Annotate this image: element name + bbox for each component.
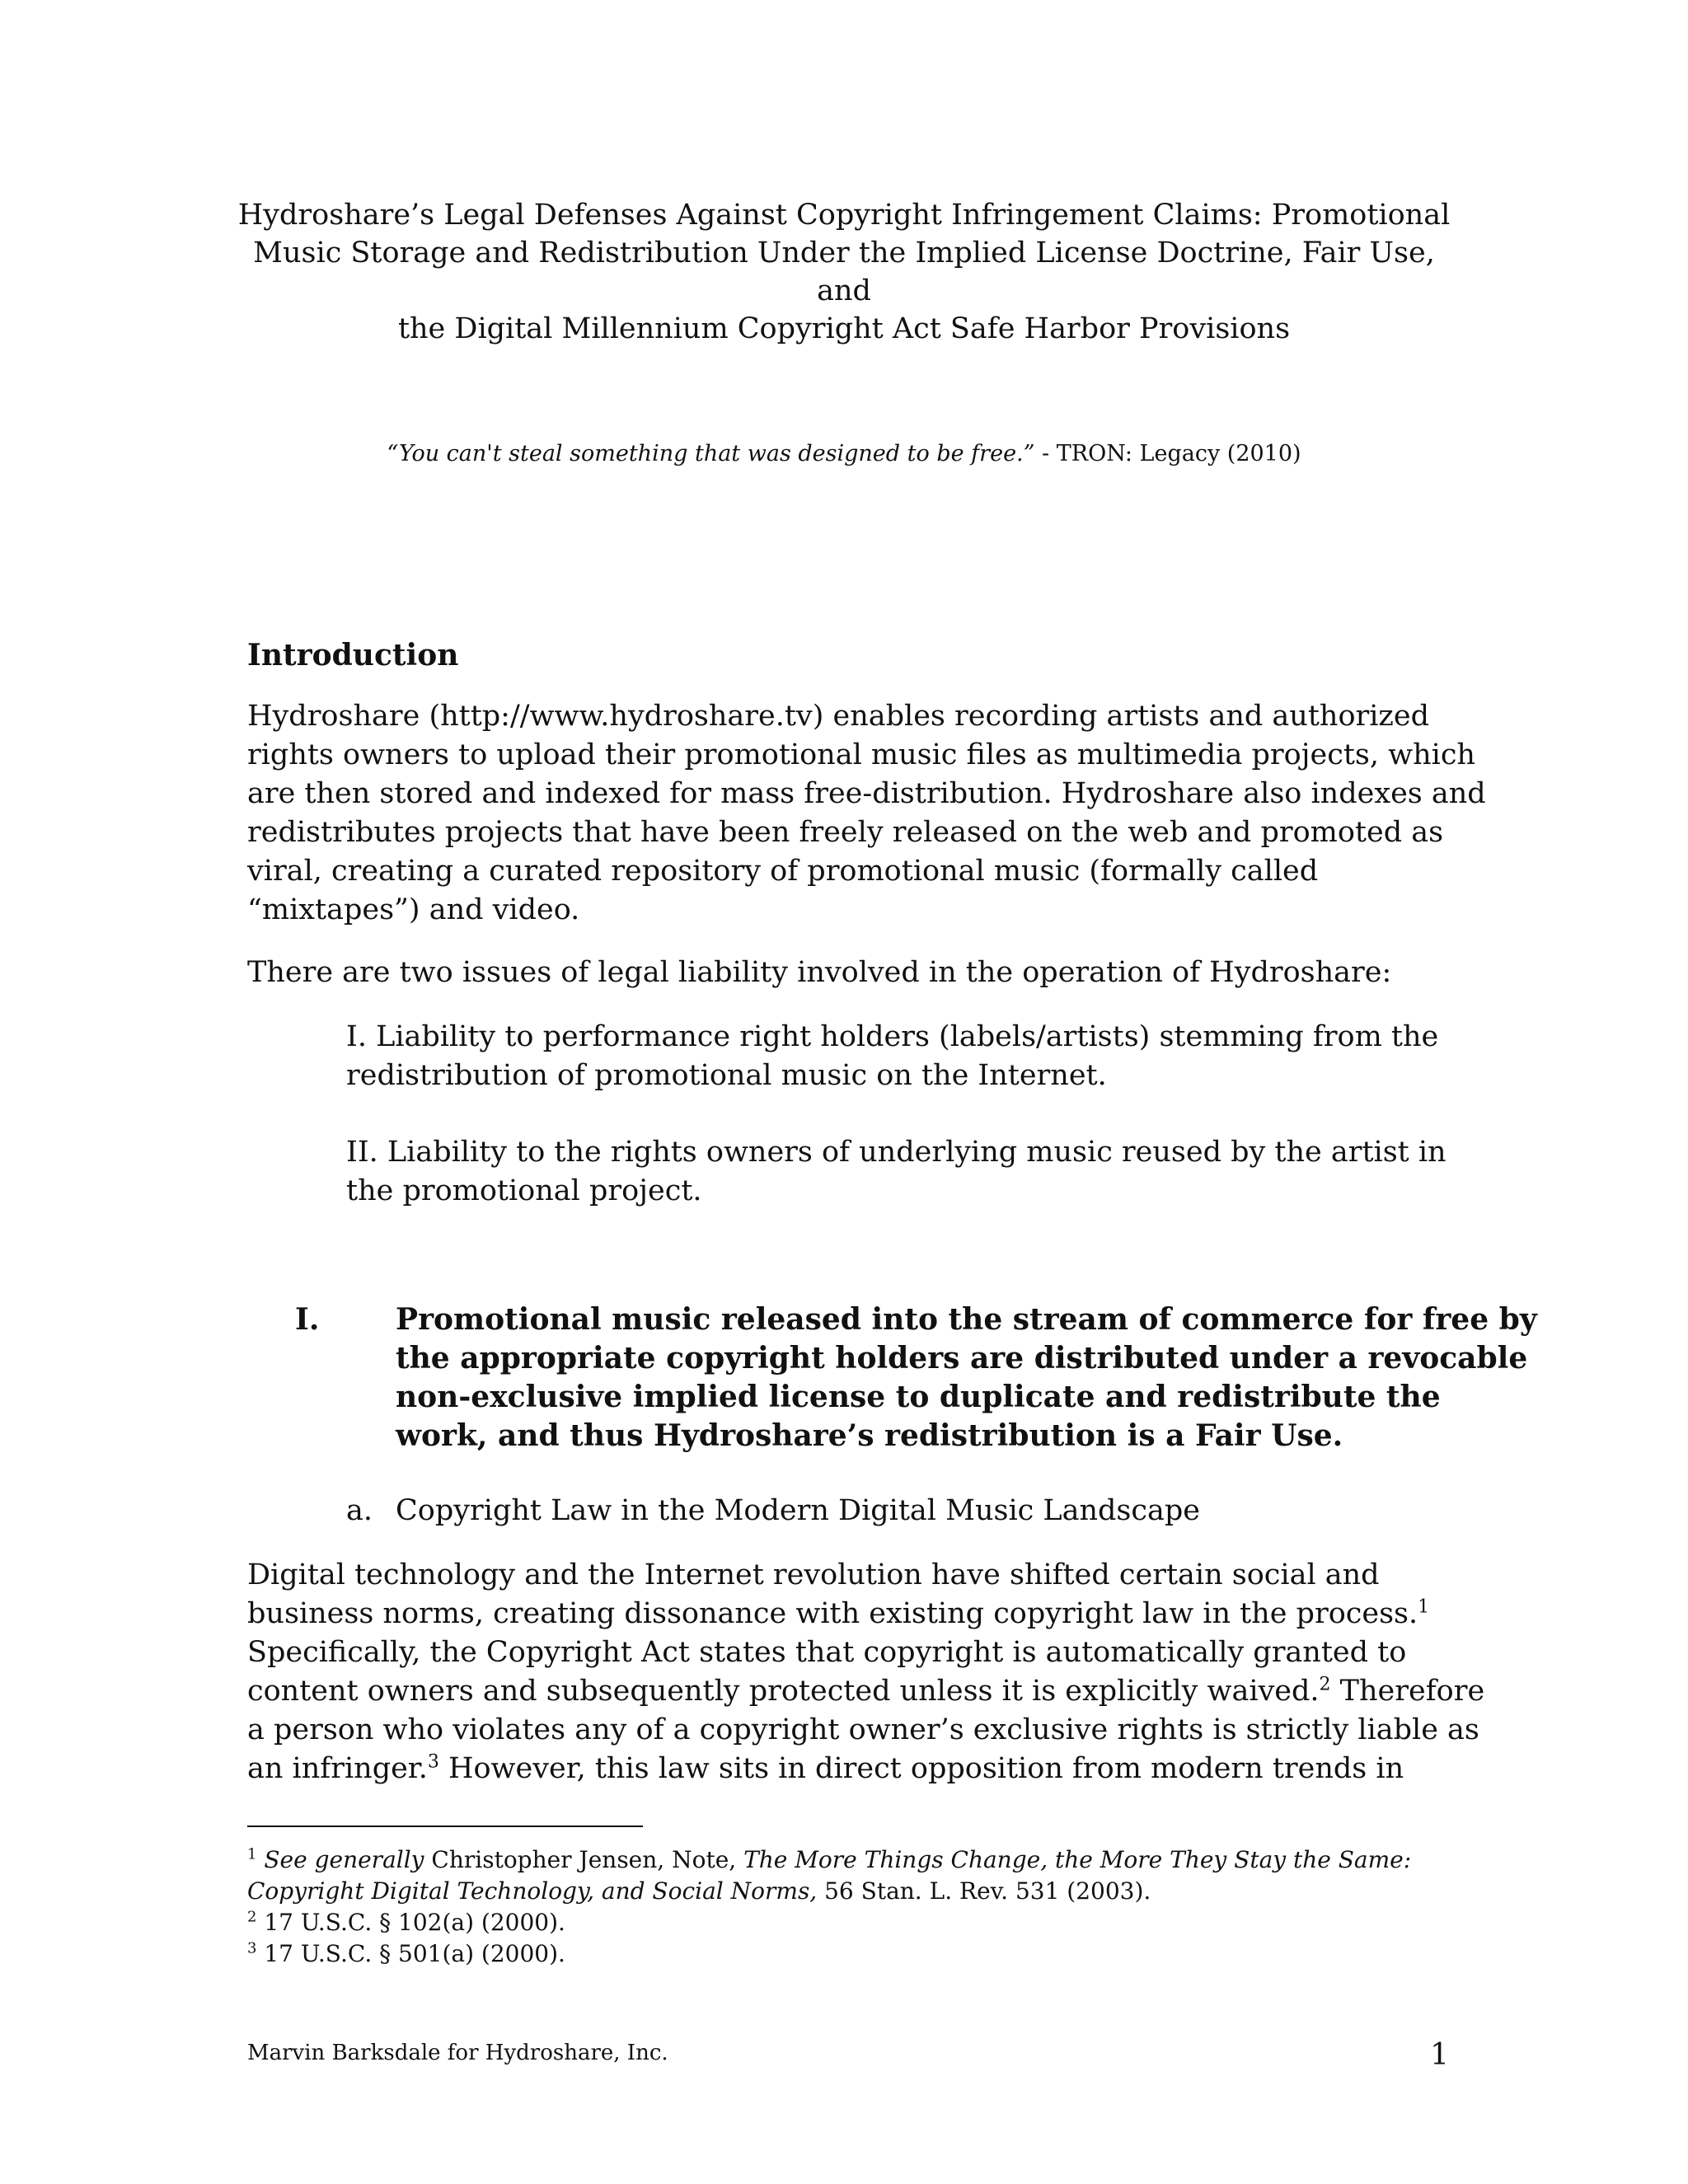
document-title	[231, 196, 1457, 348]
paragraph-line: redistributes projects that have been freely released on the web and promoted as	[247, 816, 1444, 849]
footnote-number: 3	[247, 1939, 257, 1957]
issue-line: II. Liability to the rights owners of underlying music reused by the artist in	[346, 1136, 1447, 1169]
paragraph-line: Hydroshare (http://www.hydroshare.tv) enables recording artists and authorized	[247, 700, 1429, 733]
section-heading-line: the appropriate copyright holders are distributed under a revocable	[396, 1341, 1528, 1376]
footnote-1	[247, 1844, 1451, 1876]
footnote-author: Christopher Jensen, Note,	[424, 1846, 744, 1873]
issue-line: the promotional project.	[346, 1174, 702, 1207]
paragraph-line: viral, creating a curated repository of promotional music (formally called	[247, 855, 1319, 888]
issue-item-1	[346, 1018, 1451, 1095]
line-text: content owners and subsequently protected unless it is explicitly waived.	[247, 1675, 1320, 1708]
line-text: business norms, creating dissonance with existing copyright law in the process.	[247, 1597, 1418, 1630]
body-paragraph	[247, 1556, 1485, 1788]
footnote-citation: 56 Stan. L. Rev. 531 (2003).	[817, 1877, 1151, 1905]
introduction-paragraph-2: There are two issues of legal liability involved in the operation of Hydroshare:	[247, 956, 1392, 989]
footnote-number: 1	[247, 1845, 257, 1863]
section-number: I.	[295, 1302, 320, 1337]
title-line: Music Storage and Redistribution Under the Implied License Doctrine, Fair Use, and	[253, 237, 1435, 307]
paragraph-line	[247, 1595, 1451, 1633]
epigraph-attribution: - TRON: Legacy (2010)	[1034, 441, 1301, 466]
epigraph-quote: “You can't steal something that was designed to be free.”	[387, 441, 1035, 466]
title-line: the Digital Millennium Copyright Act Safe Harbor Provisions	[397, 312, 1291, 345]
footnote-ref-1[interactable]: 1	[1418, 1596, 1430, 1618]
footnotes	[247, 1844, 1451, 1970]
footnote-2	[247, 1907, 1451, 1938]
footnote-separator	[247, 1825, 643, 1827]
section-heading-line: non-exclusive implied license to duplicate and redistribute the	[396, 1380, 1441, 1414]
paragraph-line	[247, 1750, 1451, 1788]
subsection-label: a.	[346, 1494, 373, 1527]
paragraph-line: Specifically, the Copyright Act states that copyright is automatically granted to	[247, 1636, 1407, 1669]
issue-line: I. Liability to performance right holders (labels/artists) stemming from the	[346, 1020, 1439, 1053]
line-text: an infringer.	[247, 1752, 428, 1785]
epigraph	[231, 439, 1457, 469]
paragraph-line: a person who violates any of a copyright owner’s exclusive rights is strictly liable as	[247, 1713, 1479, 1746]
footnote-work-title: The More Things Change, the More They Stay the Same:	[743, 1846, 1412, 1873]
paragraph-line: “mixtapes”) and video.	[247, 893, 580, 926]
title-line: Hydroshare’s Legal Defenses Against Copyright Infringement Claims: Promotional	[237, 199, 1451, 232]
line-text: However, this law sits in direct opposition from modern trends in	[438, 1752, 1404, 1785]
paragraph-line: are then stored and indexed for mass free-distribution. Hydroshare also indexes and	[247, 777, 1486, 810]
paragraph-line	[247, 1672, 1485, 1711]
line-text: Therefore	[1330, 1675, 1485, 1708]
section-heading-line: work, and thus Hydroshare’s redistribution is a Fair Use.	[396, 1418, 1343, 1453]
subsection-heading: Copyright Law in the Modern Digital Music Landscape	[396, 1494, 1200, 1527]
paragraph-line: rights owners to upload their promotional music files as multimedia projects, which	[247, 738, 1475, 771]
footnote-signal: See generally	[264, 1846, 424, 1873]
footnote-text: 17 U.S.C. § 501(a) (2000).	[256, 1940, 565, 1967]
issue-line: redistribution of promotional music on the Internet.	[346, 1059, 1107, 1092]
introduction-heading: Introduction	[247, 638, 459, 673]
footnote-work-title: Copyright Digital Technology, and Social Norms,	[247, 1877, 818, 1905]
issue-item-2	[346, 1133, 1451, 1211]
footer-author: Marvin Barksdale for Hydroshare, Inc.	[247, 2041, 668, 2065]
footnote-ref-2[interactable]: 2	[1319, 1674, 1331, 1695]
footnote-1-continued	[247, 1876, 1451, 1907]
paragraph-line: Digital technology and the Internet revolution have shifted certain social and	[247, 1558, 1380, 1591]
introduction-paragraph-1	[247, 697, 1486, 930]
footnote-ref-3[interactable]: 3	[427, 1751, 439, 1773]
section-heading-line: Promotional music released into the stream of commerce for free by	[396, 1302, 1537, 1337]
footnote-3	[247, 1938, 1451, 1970]
footnote-text: 17 U.S.C. § 102(a) (2000).	[256, 1909, 565, 1936]
footnote-number: 2	[247, 1908, 257, 1926]
section-heading	[396, 1301, 1537, 1455]
page-number: 1	[1430, 2038, 1449, 2072]
